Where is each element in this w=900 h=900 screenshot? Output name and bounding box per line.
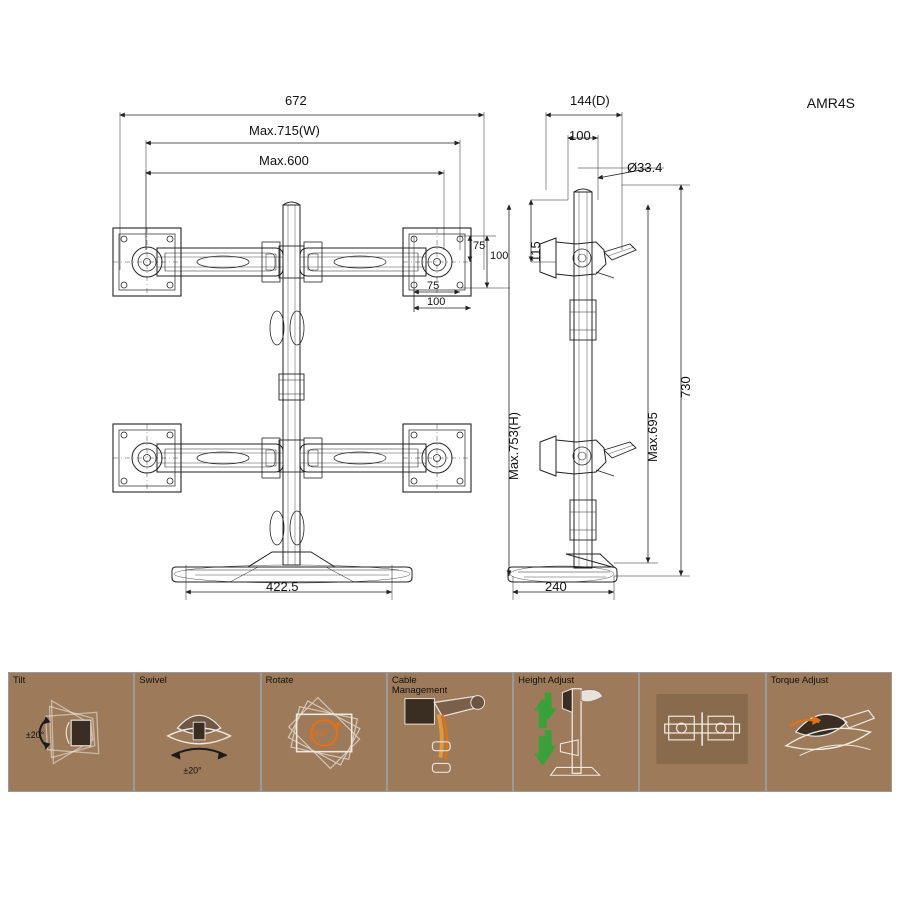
rotate-value: 360° <box>310 727 330 738</box>
dim-vesa-75-bottom: 75 <box>427 280 440 292</box>
feature-slide <box>639 672 765 792</box>
rotate-illustration <box>262 673 386 791</box>
swivel-illustration <box>135 673 259 791</box>
dim-max-height: Max.753(H) <box>506 412 521 480</box>
feature-rotate <box>261 672 387 792</box>
dim-vesa-100-bottom: 100 <box>427 296 446 308</box>
feature-height-caption: Height Adjust <box>518 675 575 686</box>
feature-cable-management <box>387 672 513 792</box>
feature-rotate-caption: Rotate <box>265 675 294 686</box>
feature-swivel-caption: Swivel <box>139 675 167 686</box>
feature-torque-caption: Torque Adjust <box>770 675 829 686</box>
dim-vesa-100-right: 100 <box>490 250 509 262</box>
swivel-value: ±20° <box>183 765 202 776</box>
feature-tilt-caption: Tilt <box>13 675 26 686</box>
dim-max-travel: Max.695 <box>645 412 660 462</box>
torque-illustration <box>767 673 891 791</box>
dim-pole-height: 730 <box>678 376 693 398</box>
feature-swivel <box>134 672 260 792</box>
dim-vesa-75-right: 75 <box>473 240 486 252</box>
feature-height-adjust <box>513 672 639 792</box>
height-adjust-illustration <box>514 673 638 791</box>
model-label: AMR4S <box>806 95 855 111</box>
tilt-illustration <box>9 673 133 791</box>
feature-torque-adjust <box>766 672 892 792</box>
dim-arm-depth: 100 <box>569 128 591 143</box>
feature-cable-caption: Cable Management <box>391 675 448 697</box>
dim-base-width: 422.5 <box>266 579 299 594</box>
dim-pole-diameter: Ø33.4 <box>627 160 663 175</box>
dim-overall-width: 672 <box>285 93 307 108</box>
feature-strip <box>8 672 892 792</box>
dim-base-depth: 240 <box>545 579 567 594</box>
dim-max-arm-span: Max.600 <box>259 153 309 168</box>
slide-illustration <box>640 673 764 791</box>
dim-max-width: Max.715(W) <box>249 123 320 138</box>
feature-tilt <box>8 672 134 792</box>
dim-top-offset: 115 <box>528 241 543 262</box>
tilt-value: ±20° <box>25 729 45 740</box>
dim-depth: 144(D) <box>570 93 610 108</box>
